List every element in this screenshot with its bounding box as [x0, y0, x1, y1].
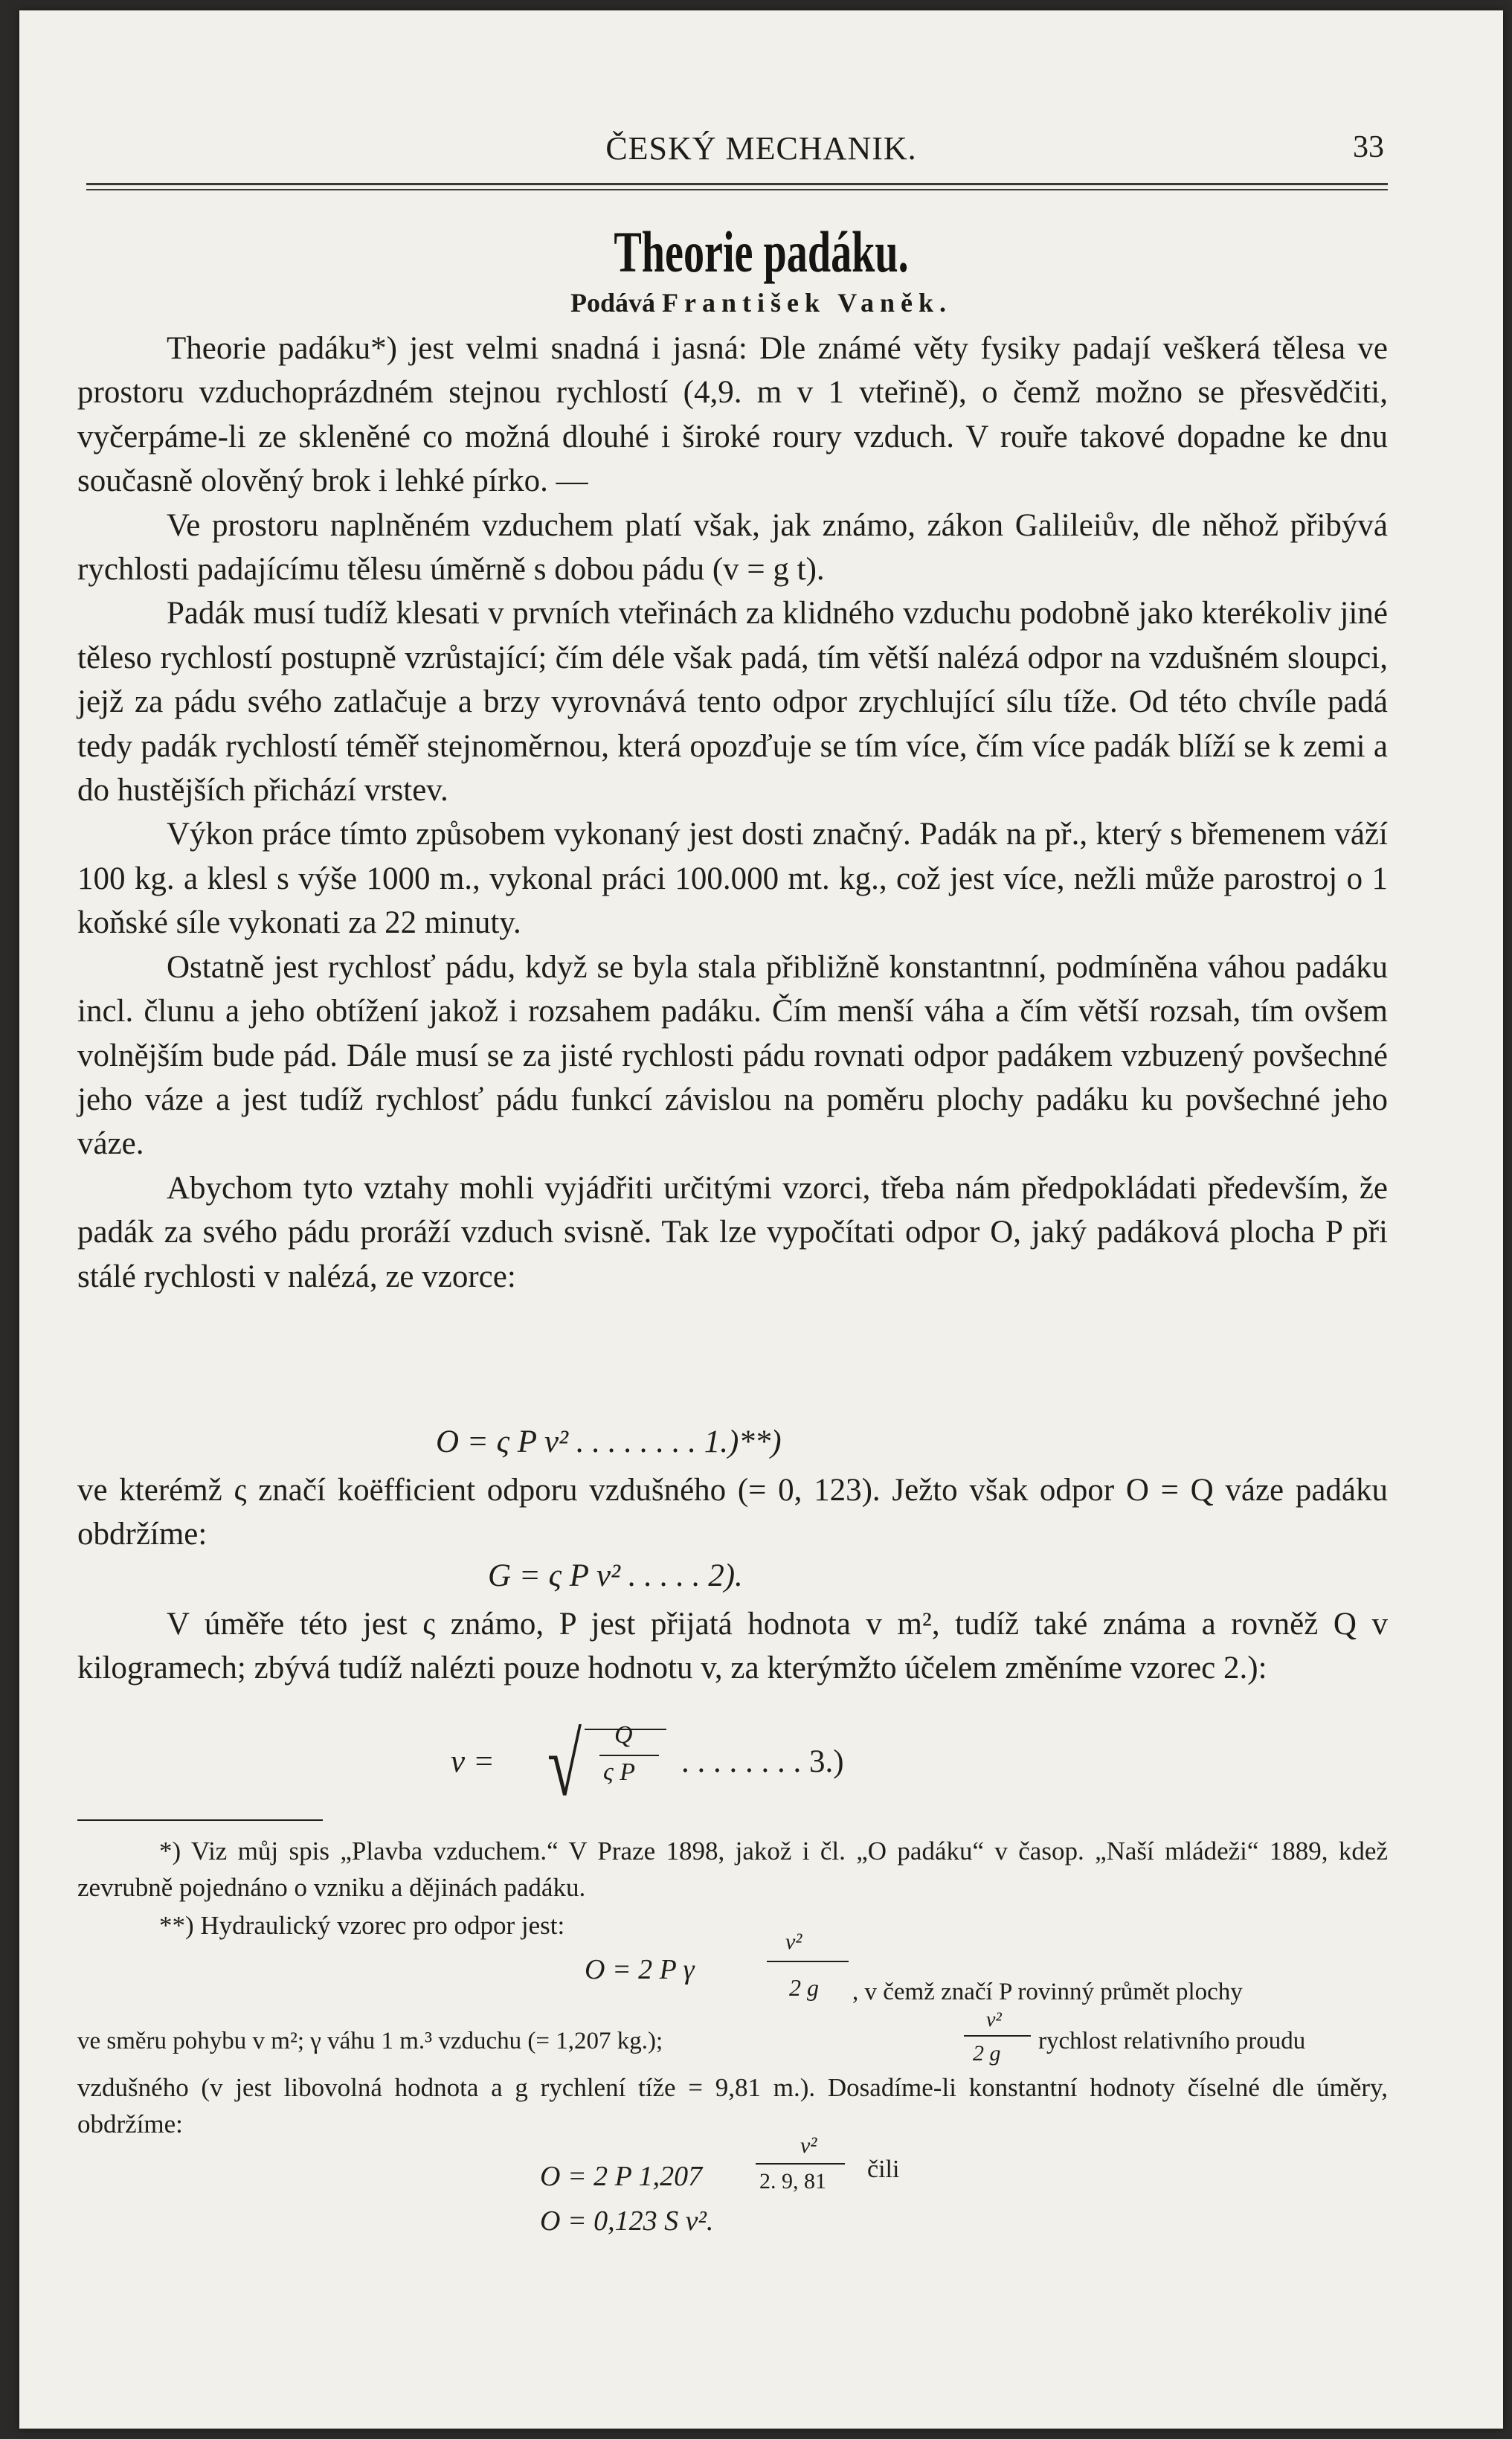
- fn-final-1-numerator: v²: [800, 2133, 817, 2158]
- fn-line2-denominator: 2 g: [973, 2041, 1001, 2066]
- footnote-1: [77, 1833, 1388, 1906]
- paragraph: ve kterémž ς značí koëfficient odporu vzdušného (= 0, 123). Ježto však odpor O = Q váze padáku obdržíme:: [77, 1473, 1388, 1552]
- header-rule: [86, 183, 1388, 185]
- paragraph: Abychom tyto vztahy mohli vyjádřiti určitými vzorci, třeba nám předpokládati především, že padák za svého pádu proráží vzduch svisně. Tak lze vypočítati odpor O, jaký padáková plocha P při stálé rychlosti v nalézá, ze vzorce:: [77, 1170, 1388, 1294]
- paragraph: Výkon práce tímto způsobem vykonaný jest dosti značný. Padák na př., který s břemenem váží 100 kg. a klesl s výše 1000 m., vykonal práci 100.000 mt. kg., což jest více, nežli může parostroj o 1 koňské síle vykonati za 22 minuty.: [77, 817, 1388, 941]
- paragraph: Padák musí tudíž klesati v prvních vteřinách za klidného vzduchu podobně jako kterékoliv jiné těleso rychlostí postupně vzrůstající; čím déle však padá, tím větší nalézá odpor na vzdušném sloupci, jejž za pádu svého zatlačuje a brzy vyrovnává tento odpor zrychlující sílu tíže. Od této chvíle padá tedy padák rychlostí téměř stejnoměrnou, která opozďuje se tím více, čím více padák blíží se k zemi a do hustějších přichází vrstev.: [77, 596, 1388, 809]
- fn-final-1-left: O = 2 P 1,207: [540, 2161, 703, 2192]
- text-after-formula-2: [77, 1602, 1388, 1691]
- fn-formula-left: O = 2 P γ: [585, 1954, 695, 1985]
- fn-formula-tail: , v čemž značí P rovinný průmět plochy: [852, 1979, 1243, 2005]
- byline-author: František Vaněk.: [661, 288, 953, 318]
- fn-formula-denominator: 2 g: [789, 1974, 819, 2001]
- fn-line2-a: ve směru pohybu v m²; γ váhu 1 m.³ vzduchu (= 1,207 kg.);: [77, 2028, 663, 2054]
- fn-line2-fraction: [964, 2035, 1031, 2037]
- formula-3-denominator: ς P: [603, 1758, 636, 1786]
- byline: [19, 287, 1503, 318]
- footnote-text: vzdušného (v jest libovolná hodnota a g rychlení tíže = 9,81 m.). Dosadíme-li konstantní hodnoty číselné dle úměry, obdržíme:: [77, 2073, 1388, 2138]
- fn-line2-numerator: v²: [986, 2008, 1002, 2031]
- fn-final-2: O = 0,123 S v².: [540, 2205, 714, 2237]
- page: [19, 10, 1503, 2429]
- page-number: 33: [1353, 130, 1384, 164]
- fn-formula-numerator: v²: [785, 1929, 802, 1954]
- footnote-2-rest: [77, 2069, 1388, 2142]
- footnote-text: **) Hydraulický vzorec pro odpor jest:: [159, 1911, 565, 1940]
- header-rule-thin: [86, 189, 1388, 190]
- formula-1: O = ς P v² . . . . . . . . 1.)**): [436, 1424, 782, 1459]
- fraction-line: [599, 1755, 659, 1756]
- paragraph: Ostatně jest rychlosť pádu, když se byla stala přibližně konstantnní, podmíněna váhou padáku incl. člunu a jeho obtížení jakož i rozsahem padáku. Čím menší váha a čím větší rozsah, tím ovšem volnějším bude pád. Dále musí se za jisté rychlosti pádu rovnati odpor padákem vzbuzený povšechné jeho váze a jest tudíž rychlosť pádu funkcí závislou na poměru plochy padáku ku povšechné jeho váze.: [77, 949, 1388, 1162]
- article-body: [77, 327, 1388, 1299]
- formula-3-right: . . . . . . . . 3.): [681, 1744, 844, 1779]
- byline-prefix: Podává: [570, 288, 655, 318]
- paragraph: Ve prostoru naplněném vzduchem platí však, jak známo, zákon Galileiův, dle něhož přibývá rychlosti padajícímu tělesu úměrně s dobou pádu (v = g t).: [77, 507, 1388, 588]
- paragraph: V úměře této jest ς známo, P jest přijatá hodnota v m², tudíž také známa a rovněž Q v kilogramech; zbývá tudíž nalézti pouze hodnotu v, za kterýmžto účelem změníme vzorec 2.):: [77, 1607, 1388, 1686]
- running-title: ČESKÝ MECHANIK.: [605, 130, 917, 167]
- formula-3-numerator: Q: [614, 1721, 633, 1749]
- footnote-separator: [77, 1819, 323, 1821]
- formula-2: G = ς P v² . . . . . 2).: [488, 1558, 743, 1593]
- fn-final-1-denominator: 2. 9, 81: [759, 2169, 826, 2194]
- text-after-formula-1: [77, 1468, 1388, 1557]
- fn-fraction-line: [767, 1961, 849, 1962]
- fn-final-1-tail: čili: [867, 2156, 900, 2183]
- sqrt-sign: √: [547, 1715, 582, 1814]
- article-title: Theorie padáku.: [614, 219, 909, 284]
- formula-3-left: v =: [451, 1744, 495, 1779]
- fn-line2-b: rychlost relativního proudu: [1038, 2028, 1306, 2054]
- footnote-2-intro: [77, 1907, 1388, 1944]
- fn-final-1-fraction: [756, 2163, 845, 2165]
- paragraph: Theorie padáku*) jest velmi snadná i jasná: Dle známé věty fysiky padají veškerá tělesa ve prostoru vzduchoprázdném stejnou rychlostí (4,9. m v 1 vteřině), o čemž možno se přesvědčiti, vyčerpáme-li ze skleněné co možná dlouhé i široké roury vzduch. V rouře takové dopadne ke dnu současně olověný brok i lehké pírko. —: [77, 331, 1388, 499]
- footnote-text: *) Viz můj spis „Plavba vzduchem.“ V Praze 1898, jakož i čl. „O padáku“ v časop. „Naší mládeži“ 1889, kdež zevrubně pojednáno o vzniku a dějinách padáku.: [77, 1837, 1388, 1902]
